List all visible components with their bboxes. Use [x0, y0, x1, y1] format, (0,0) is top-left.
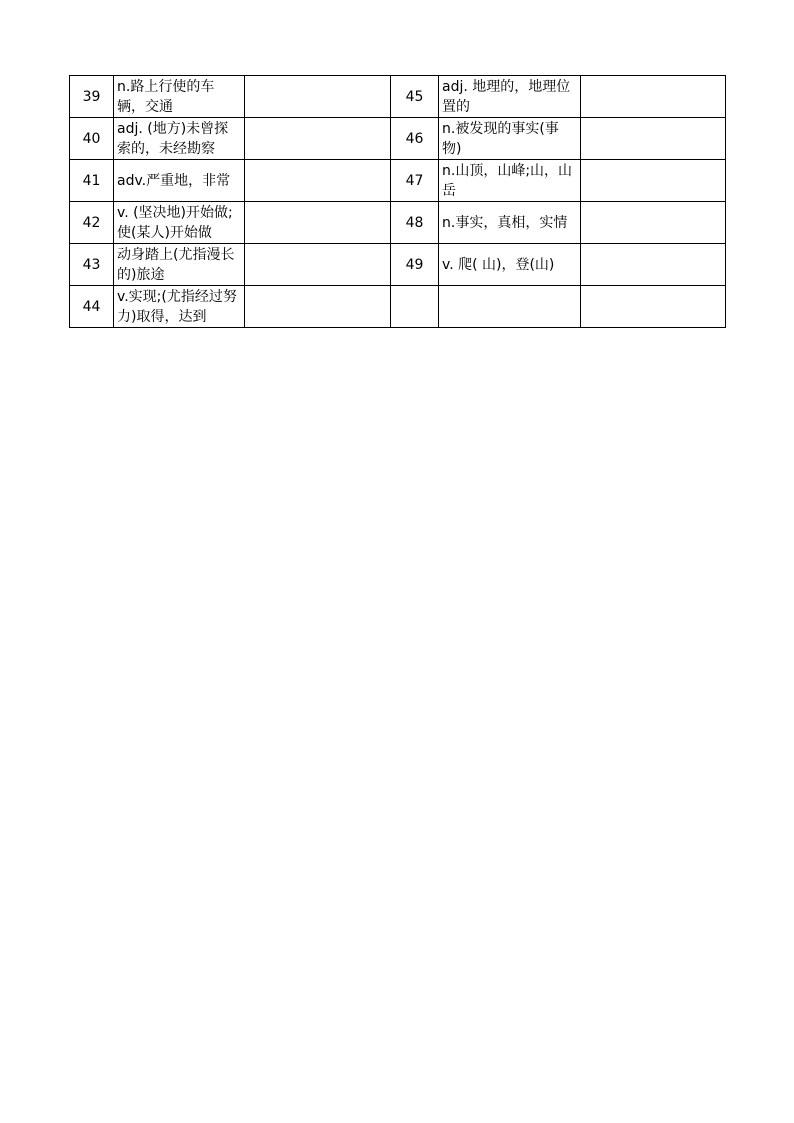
item-number: 41 [70, 160, 114, 202]
definition-cell: v. 爬( 山)，登(山) [439, 244, 581, 286]
answer-cell[interactable] [581, 76, 726, 118]
answer-cell[interactable] [245, 244, 391, 286]
table-row [70, 244, 726, 286]
answer-cell[interactable] [245, 202, 391, 244]
definition-cell: v.实现;(尤指经过努力)取得，达到 [114, 286, 245, 328]
answer-cell[interactable] [245, 160, 391, 202]
item-number: 46 [391, 118, 439, 160]
answer-cell[interactable] [581, 118, 726, 160]
item-number [391, 286, 439, 328]
table-row [70, 76, 726, 118]
item-number: 45 [391, 76, 439, 118]
definition-cell: adj. 地理的，地理位置的 [439, 76, 581, 118]
item-number: 40 [70, 118, 114, 160]
definition-cell: adv.严重地，非常 [114, 160, 245, 202]
definition-cell [439, 286, 581, 328]
table-row [70, 202, 726, 244]
answer-cell[interactable] [581, 202, 726, 244]
answer-cell[interactable] [245, 286, 391, 328]
definition-cell: 动身踏上(尤指漫长的)旅途 [114, 244, 245, 286]
answer-cell[interactable] [581, 286, 726, 328]
definition-cell: n.事实，真相，实情 [439, 202, 581, 244]
definition-cell: n.路上行使的车辆，交通 [114, 76, 245, 118]
definition-cell: v. (坚决地)开始做;使(某人)开始做 [114, 202, 245, 244]
table-row [70, 160, 726, 202]
table-row [70, 286, 726, 328]
definition-cell: n.山顶，山峰;山，山岳 [439, 160, 581, 202]
item-number: 43 [70, 244, 114, 286]
definition-cell: n.被发现的事实(事物) [439, 118, 581, 160]
vocabulary-table [69, 75, 726, 328]
item-number: 49 [391, 244, 439, 286]
item-number: 39 [70, 76, 114, 118]
item-number: 44 [70, 286, 114, 328]
answer-cell[interactable] [581, 244, 726, 286]
item-number: 48 [391, 202, 439, 244]
item-number: 42 [70, 202, 114, 244]
item-number: 47 [391, 160, 439, 202]
table-row [70, 118, 726, 160]
definition-cell: adj. (地方)未曾探索的，未经勘察 [114, 118, 245, 160]
answer-cell[interactable] [581, 160, 726, 202]
answer-cell[interactable] [245, 118, 391, 160]
answer-cell[interactable] [245, 76, 391, 118]
